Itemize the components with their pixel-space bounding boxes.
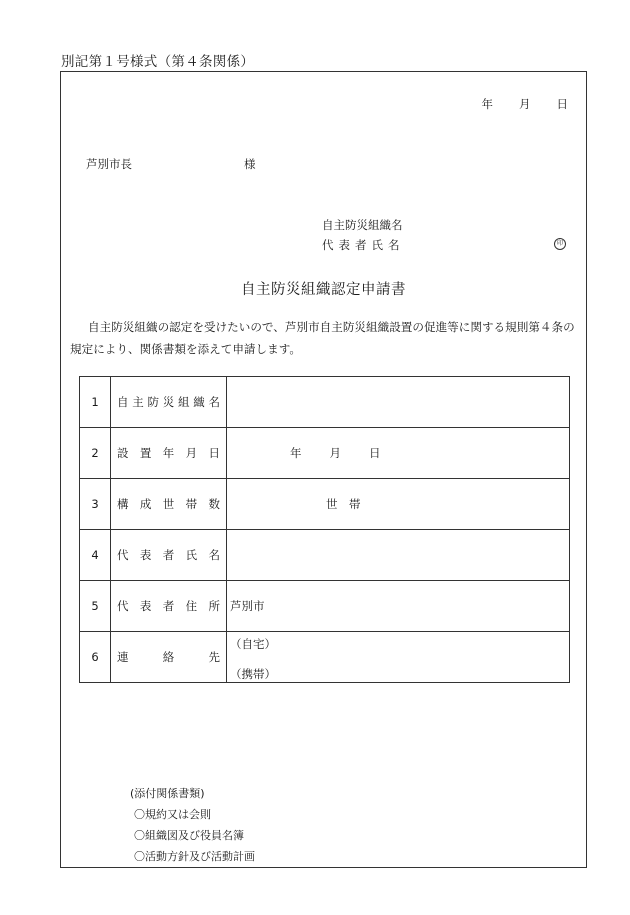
label-char: 年: [162, 446, 175, 460]
label-char: 氏: [185, 548, 198, 562]
label-char: 代: [117, 548, 129, 562]
label-char: 置: [139, 446, 152, 460]
spread-label: [117, 394, 220, 410]
application-table: [79, 376, 570, 683]
org-name-field[interactable]: [227, 377, 570, 428]
label-char: 災: [162, 395, 175, 409]
table-row: [80, 530, 570, 581]
row-label: [111, 530, 227, 581]
label-char: 数: [208, 497, 220, 511]
date-unit-year: 年: [290, 446, 302, 460]
attachment-item: 〇活動方針及び活動計画: [134, 850, 255, 863]
label-char: 設: [117, 446, 129, 460]
row-label: [111, 632, 227, 683]
label-char: 主: [132, 395, 144, 409]
date-month: 月: [519, 97, 531, 111]
honorific: 様: [244, 157, 256, 171]
label-char: 日: [208, 446, 220, 460]
row-label: [111, 479, 227, 530]
spread-label: [117, 445, 220, 461]
label-char: 月: [185, 446, 198, 460]
established-date-field[interactable]: [227, 428, 570, 479]
spread-label: [117, 598, 220, 614]
attachment-item: 〇規約又は会則: [134, 808, 211, 821]
date-unit-day: 日: [369, 446, 381, 460]
contact-lines: [230, 632, 569, 682]
row-label: [111, 581, 227, 632]
row-number: 1: [80, 377, 111, 428]
label-char: 成: [139, 497, 152, 511]
table-row: [80, 581, 570, 632]
representative-name-field[interactable]: [227, 530, 570, 581]
date-day: 日: [556, 97, 568, 111]
label-char: 連: [117, 650, 129, 664]
body-text: 自主防災組織の認定を受けたいので、芦別市自主防災組織設置の促進等に関する規則第４条の規定により、関係書類を添えて申請します。: [70, 320, 575, 356]
label-char: 織: [193, 395, 205, 409]
date-unit-month: 月: [329, 446, 341, 460]
attachment-item: 〇組織図及び役員名簿: [134, 829, 244, 842]
table-row: [80, 377, 570, 428]
spread-label: [117, 496, 220, 512]
seal-mark: 印: [554, 238, 566, 250]
households-unit: 世 帯: [326, 497, 361, 511]
label-char: 名: [208, 548, 220, 562]
application-form: [60, 71, 587, 868]
row-label: [111, 377, 227, 428]
contact-field[interactable]: [227, 632, 570, 683]
row-number: 5: [80, 581, 111, 632]
label-char: 表: [139, 599, 152, 613]
row-number: 6: [80, 632, 111, 683]
form-label: 別記第１号様式（第４条関係）: [61, 54, 255, 70]
date-line: [482, 96, 569, 112]
label-char: 者: [162, 548, 175, 562]
households-field[interactable]: [227, 479, 570, 530]
table-row: [80, 428, 570, 479]
row-number: 4: [80, 530, 111, 581]
label-char: 先: [208, 650, 220, 664]
label-char: 所: [208, 599, 220, 613]
row-label: [111, 428, 227, 479]
label-char: 防: [147, 395, 159, 409]
label-char: 絡: [162, 650, 175, 664]
org-name-label: 自主防災組織名: [322, 218, 403, 232]
label-char: 名: [208, 395, 220, 409]
table-row: [80, 479, 570, 530]
label-char: 者: [162, 599, 175, 613]
table-row: [80, 632, 570, 683]
contact-home-label: （自宅）: [230, 637, 276, 651]
date-units: [290, 445, 569, 461]
representative-label: 代表者氏名: [322, 238, 405, 252]
address-value: 芦別市: [230, 599, 265, 613]
label-char: 代: [117, 599, 129, 613]
contact-mobile-label: （携帯）: [230, 667, 276, 681]
date-year: 年: [481, 97, 493, 111]
spread-label: [117, 649, 220, 665]
attachments: [130, 785, 255, 864]
representative-address-field[interactable]: [227, 581, 570, 632]
attachments-heading: (添付関係書類): [130, 787, 205, 800]
label-char: 組: [178, 395, 190, 409]
label-char: 住: [185, 599, 198, 613]
row-number: 2: [80, 428, 111, 479]
label-char: 構: [117, 497, 129, 511]
label-char: 世: [162, 497, 175, 511]
label-char: 表: [139, 548, 152, 562]
label-char: 帯: [185, 497, 198, 511]
label-char: 自: [117, 395, 129, 409]
spread-label: [117, 547, 220, 563]
document-title: 自主防災組織認定申請書: [241, 282, 406, 298]
addressee: 芦別市長: [86, 157, 132, 171]
row-number: 3: [80, 479, 111, 530]
